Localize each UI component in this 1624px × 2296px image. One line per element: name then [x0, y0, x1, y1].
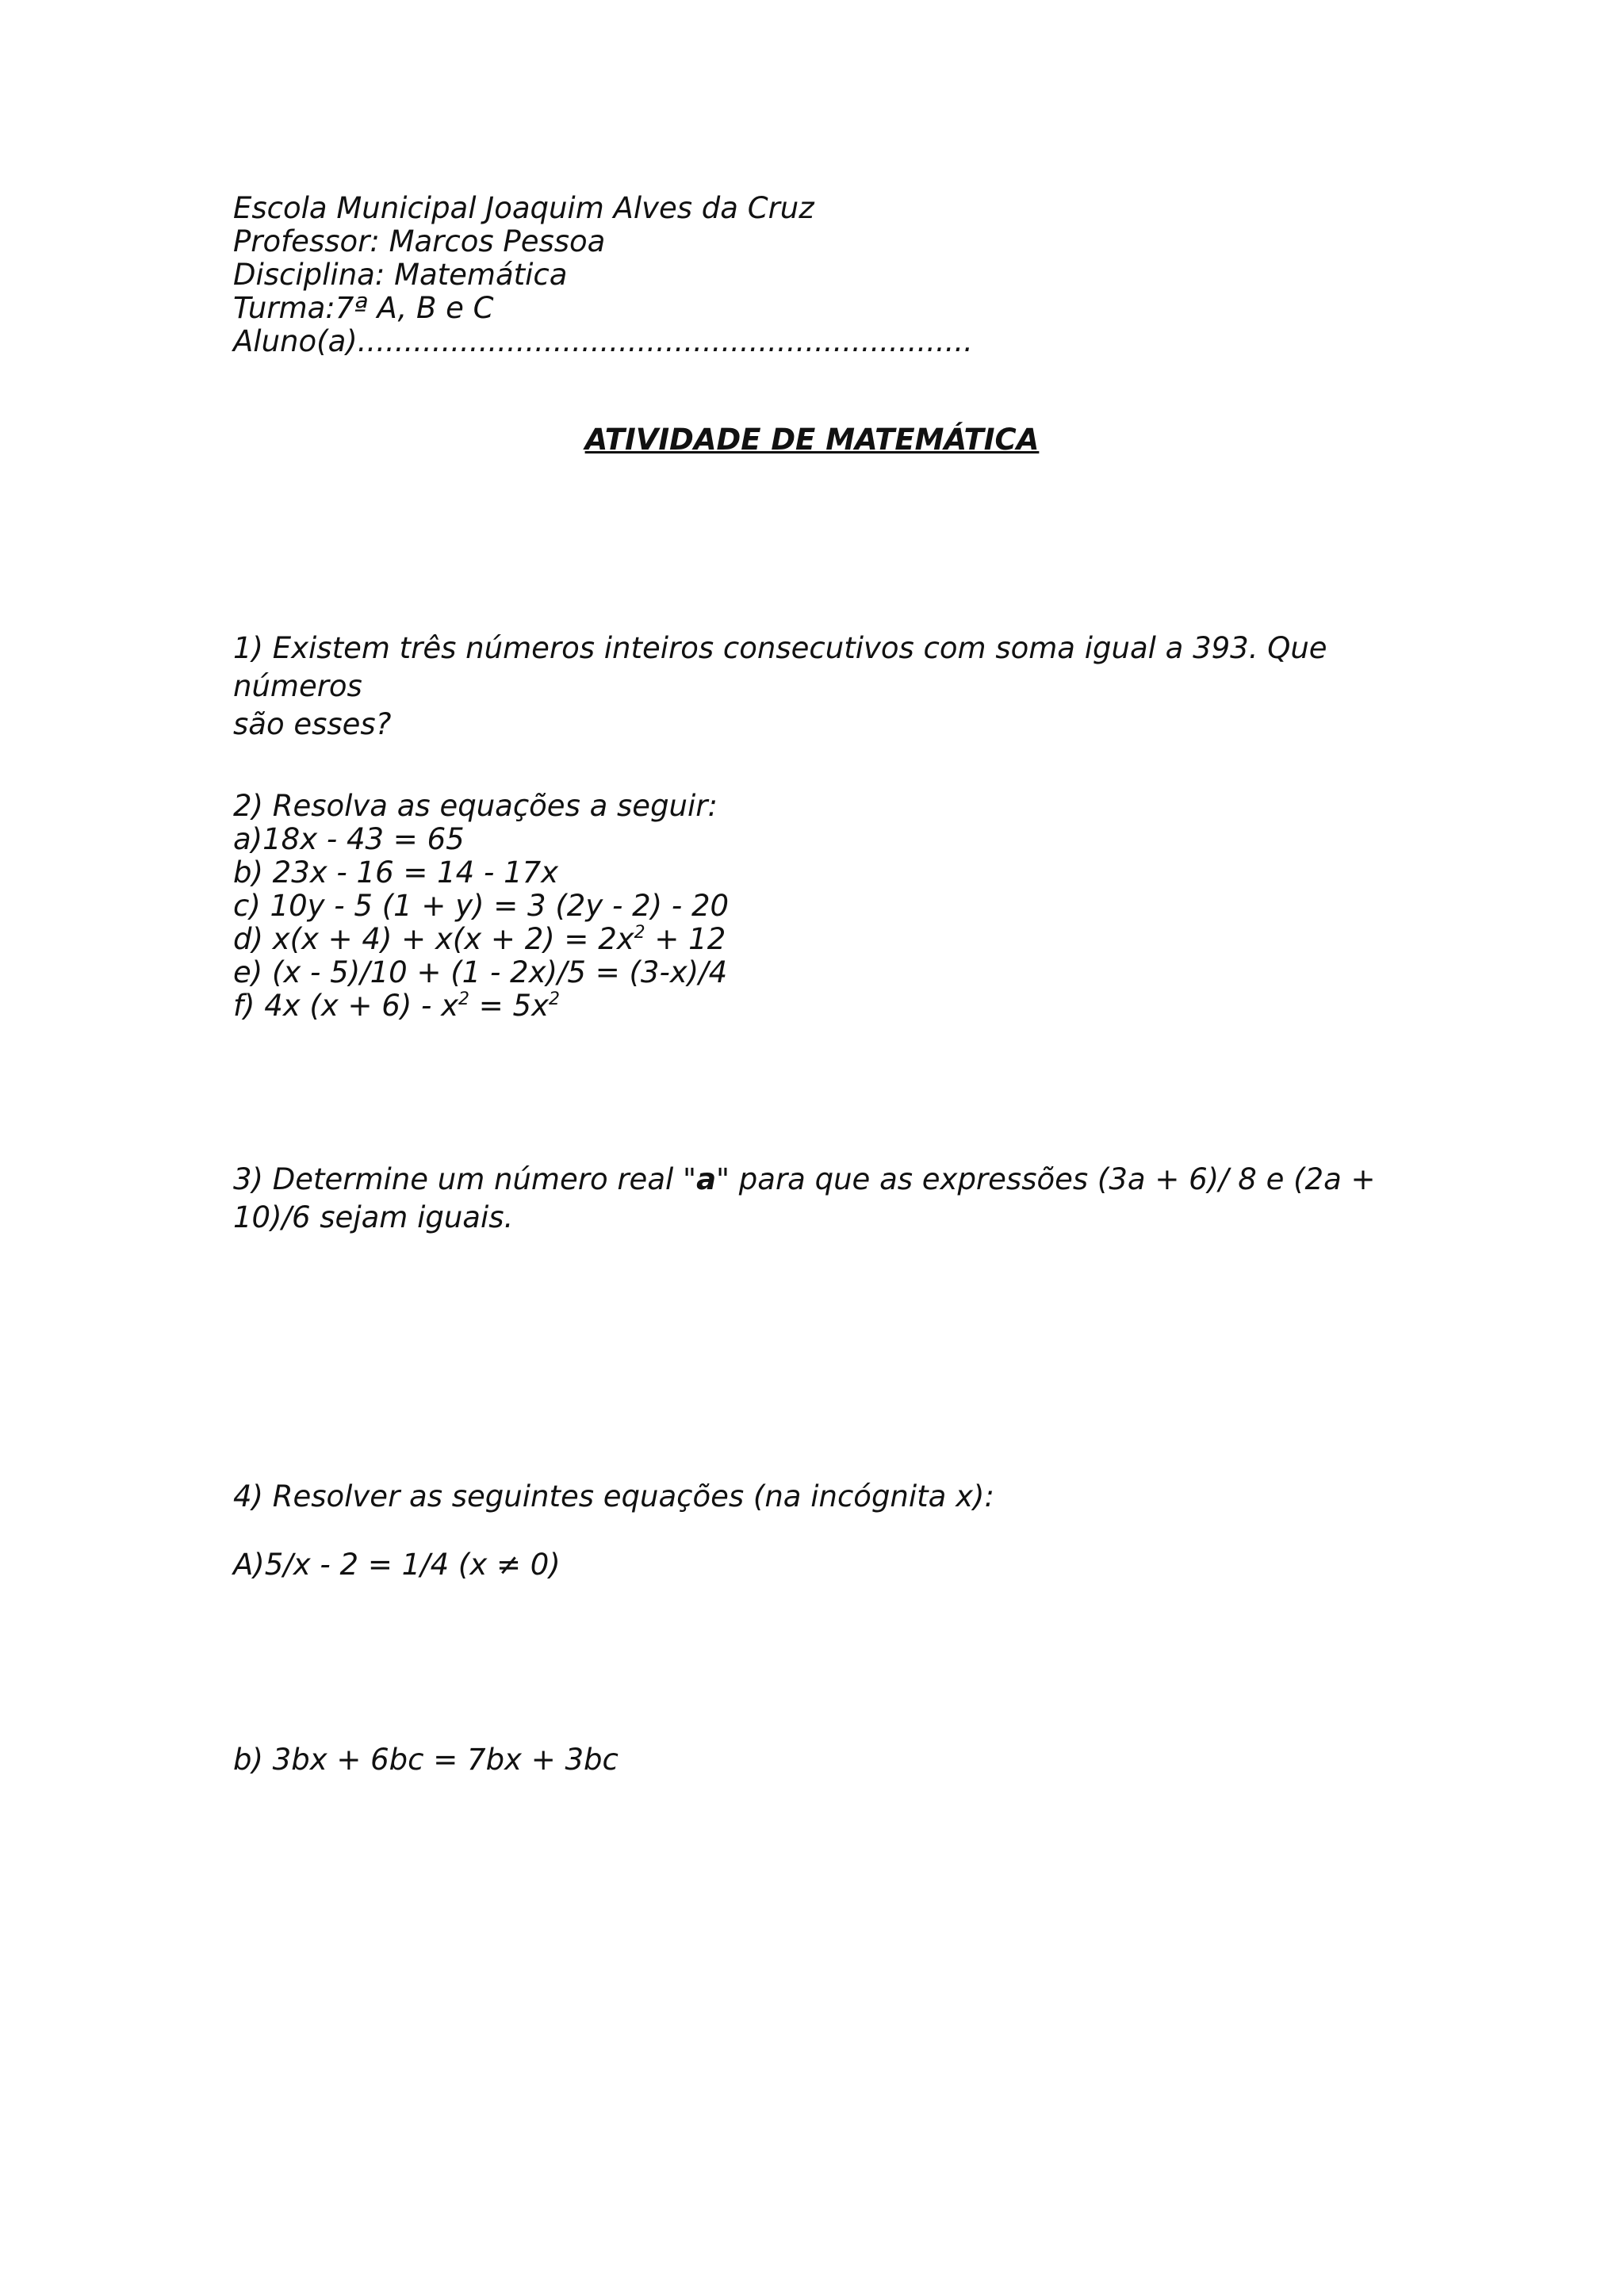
question-2-item-b: b) 23x - 16 = 14 - 17x — [233, 855, 559, 890]
question-3-line-1: 3) Determine um número real "a" para que as expressões (3a + 6)/ 8 e (2a + — [233, 1162, 1376, 1196]
question-1-line-2: são esses? — [233, 707, 392, 741]
question-3-line-2: 10)/6 sejam iguais. — [233, 1200, 514, 1234]
question-2-prompt: 2) Resolva as equações a seguir: — [233, 789, 718, 823]
school-name: Escola Municipal Joaquim Alves da Cruz — [233, 191, 814, 225]
question-2-item-e: e) (x - 5)/10 + (1 - 2x)/5 = (3-x)/4 — [233, 955, 728, 989]
professor-name: Professor: Marcos Pessoa — [233, 224, 606, 258]
question-4-item-a: A)5/x - 2 = 1/4 (x ≠ 0) — [233, 1548, 561, 1582]
question-2-item-d: d) $x(x + 4) + x(x + 2) = 2x^2 + 12$ — [233, 922, 726, 956]
page-title: ATIVIDADE DE MATEMÁTICA — [584, 423, 1040, 457]
header-block — [233, 192, 1423, 358]
question-2 — [233, 790, 1423, 1023]
question-4 — [233, 1480, 1423, 1513]
question-2-item-a: a)18x - 43 = 65 — [233, 822, 465, 856]
question-2-item-f: f) 4x $(x + 6) - x^2 = 5x^2$ — [233, 989, 560, 1023]
class-groups: Turma:7ª A, B e C — [233, 291, 494, 325]
discipline: Disciplina: Matemática — [233, 258, 568, 292]
student-name-field: Aluno(a).................................................................. — [233, 324, 973, 358]
question-3 — [233, 1161, 1423, 1237]
question-1 — [233, 629, 1423, 744]
question-1-line-1: 1) Existem três números inteiros consecutivos com soma igual a 393. Que números — [233, 631, 1327, 703]
question-4-prompt: 4) Resolver as seguintes equações (na incógnita x): — [233, 1479, 994, 1513]
question-2-item-c: c) 10y - 5 (1 + y) = 3 (2y - 2) - 20 — [233, 889, 730, 923]
question-4-item-b: b) 3bx + 6bc = 7bx + 3bc — [233, 1743, 619, 1777]
